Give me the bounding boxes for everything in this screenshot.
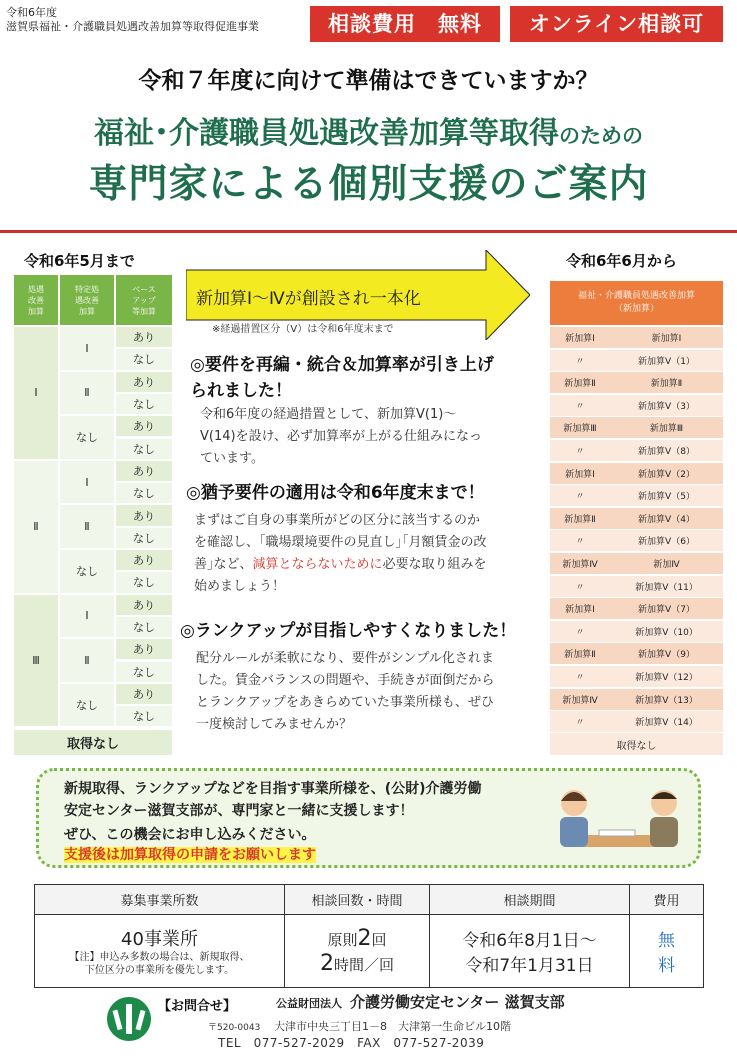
level1-label: Ⅲ [14, 595, 58, 727]
org-logo-icon [106, 996, 152, 1042]
right-table-row [550, 417, 723, 438]
level2-label: なし [60, 550, 114, 593]
level2-label: Ⅰ [60, 327, 114, 370]
transitional-note: ※経過措置区分（Ⅴ）は令和6年度末まで [212, 324, 394, 335]
right-table-row [550, 508, 723, 529]
level2-label: Ⅱ [60, 639, 114, 682]
divider [0, 230, 737, 233]
new-category: 新加算Ⅴ（11） [635, 582, 698, 593]
level2-label: Ⅱ [60, 505, 114, 548]
baseup-yes: あり [116, 416, 172, 436]
fee-cell: 無 料 [630, 915, 704, 988]
new-category: 新加算Ⅴ（12） [635, 673, 698, 684]
left-header-col1: 処遇 改善 加算 [14, 275, 60, 325]
baseup-no: なし [116, 572, 172, 592]
old-category: 新加算Ⅳ [562, 695, 598, 706]
section-grace-period [186, 480, 540, 598]
baseup-yes: あり [116, 550, 172, 570]
program-name: 滋賀県福祉・介護職員処遇改善加算等取得促進事業 [6, 20, 259, 33]
new-category: 新加算Ⅴ（2） [638, 469, 695, 480]
recruit-count-cell [35, 915, 285, 988]
recruit-note: 【注】申込み多数の場合は、新規取得、 下位区分の事業所を優先します。 [69, 952, 250, 976]
right-table-row [550, 372, 723, 393]
baseup-yes: あり [116, 372, 172, 392]
new-category: 新加算Ⅴ（9） [638, 650, 695, 661]
arrow-text: 新加算Ⅰ～Ⅳが創設され一本化 [196, 289, 421, 309]
level1-label: Ⅰ [14, 327, 58, 459]
left-table-body [14, 327, 172, 757]
section-heading: ◎ランクアップが目指しやすくなりました！ [180, 621, 517, 641]
baseup-yes: あり [116, 505, 172, 525]
support-line1: 新規取得、ランクアップなどを目指す事業所様を、(公財)介護労働 [64, 781, 482, 797]
new-category: 新加算Ⅱ [650, 379, 683, 390]
left-header-col2: 特定処 遇改善 加算 [60, 275, 116, 325]
baseup-yes: あり [116, 639, 172, 659]
right-table-row [550, 689, 723, 710]
headline-title [0, 108, 737, 152]
org-type: 公益財団法人 [276, 997, 342, 1010]
new-category: 新加算Ⅴ（3） [638, 401, 695, 412]
inquiry-label: 【お問合せ】 [158, 999, 237, 1014]
new-category: 新加算Ⅴ（6） [638, 537, 695, 548]
right-table-row [550, 553, 723, 574]
left-section-label: 令和6年5月まで [24, 252, 135, 270]
badge-online-ok: オンライン相談可 [510, 6, 723, 42]
tel-fax: TEL 077-527-2029 FAX 077-527-2039 [218, 1036, 485, 1050]
old-category: 〃 [575, 673, 585, 684]
right-section-label: 令和6年6月から [566, 252, 677, 270]
title-main: 福祉･介護職員処遇改善加算等取得 [94, 116, 559, 151]
section-rank-up [180, 618, 540, 736]
old-category: 〃 [575, 401, 585, 412]
baseup-no: なし [116, 483, 172, 503]
baseup-yes: あり [116, 684, 172, 704]
old-category: 新加算Ⅱ [564, 379, 596, 390]
new-category: 新加算Ⅴ（8） [638, 447, 695, 458]
section-body: 令和6年度の経過措置として、新加算Ⅴ(1)～ Ⅴ(14)を設け、必ず加算率が上がる仕組みになっ ています。 [200, 407, 483, 466]
new-category: 新加Ⅳ [653, 560, 680, 571]
badge-fee-free: 相談費用 無料 [310, 6, 500, 42]
section-requirements [190, 352, 540, 470]
old-category: 〃 [575, 447, 585, 458]
header-fee: 費用 [630, 885, 704, 915]
old-category: 新加算Ⅰ [565, 605, 595, 616]
old-category: 新加算Ⅰ [565, 334, 595, 345]
sessions-cell: 原則2回 2時間／回 [285, 915, 430, 988]
baseup-no: なし [116, 662, 172, 682]
old-category: 〃 [575, 537, 585, 548]
level2-label: Ⅰ [60, 595, 114, 638]
old-category: 〃 [575, 492, 585, 503]
right-table-row [550, 327, 723, 348]
old-category: 〃 [575, 582, 585, 593]
baseup-no: なし [116, 528, 172, 548]
postal-code: 〒520-0043 [208, 1023, 261, 1033]
right-table-row [550, 530, 723, 551]
right-table-row [550, 666, 723, 687]
level2-label: Ⅰ [60, 461, 114, 504]
header-recruit-count: 募集事業所数 [35, 885, 285, 915]
highlight-reduction: 減算とならないために [252, 557, 383, 572]
old-category: 〃 [575, 356, 585, 367]
old-category: 新加算Ⅱ [564, 650, 596, 661]
new-category: 新加算Ⅴ（13） [635, 695, 698, 706]
new-category: 新加算Ⅴ（10） [635, 627, 698, 638]
right-table-footer: 取得なし [550, 733, 723, 755]
baseup-no: なし [116, 349, 172, 369]
left-header-col3: ベース アップ 等加算 [132, 284, 156, 316]
new-category: 新加算Ⅴ（4） [638, 514, 695, 525]
old-category: 新加算Ⅲ [563, 424, 597, 435]
consultation-illustration [544, 775, 694, 863]
recruit-count: 40事業所 [121, 929, 198, 950]
baseup-no: なし [116, 394, 172, 414]
level2-label: なし [60, 684, 114, 727]
period-cell: 令和6年8月1日～ 令和7年1月31日 [430, 915, 630, 988]
baseup-yes: あり [116, 461, 172, 481]
right-table-header: 福祉・介護職員処遇改善加算 （新加算） [550, 281, 723, 325]
new-category: 新加算Ⅴ（7） [638, 605, 695, 616]
right-table-row [550, 711, 723, 732]
new-category: 新加算Ⅴ（14） [635, 718, 698, 729]
level2-label: なし [60, 416, 114, 459]
info-table [34, 884, 704, 988]
right-table-row [550, 395, 723, 416]
support-line4: 支援後は加算取得の申請をお願いします [64, 847, 316, 863]
old-category: 新加算Ⅳ [562, 560, 598, 571]
right-table-row [550, 576, 723, 597]
left-table-header [14, 275, 172, 325]
old-category: 〃 [575, 718, 585, 729]
section-body: 配分ルールが柔軟になり、要件がシンプル化されま した。賃金バランスの問題や、手続きが面倒だから とランクアップをあきらめていた事業所様も、ぜひ 一度検討してみませんか？ [196, 651, 495, 732]
new-category: 新加算Ⅴ（5） [638, 492, 695, 503]
support-line2: 安定センター滋賀支部が、専門家と一緒に支援します！ [64, 803, 414, 819]
header-period: 相談期間 [430, 885, 630, 915]
section-heading: ◎要件を再編・統合＆加算率が引き上げ られました！ [190, 355, 494, 401]
baseup-yes: あり [116, 327, 172, 347]
section-body: まずはご自身の事業所がどの区分に該当するのか を確認し、｢職場環境要件の見直し｣｢月額賃金の改 善｣など、減算とならないために必要な取り組みを 始めましょう！ [194, 513, 487, 594]
level1-label: Ⅱ [14, 461, 58, 593]
new-category: 新加算Ⅲ [649, 424, 684, 435]
section-heading: ◎猶予要件の適用は令和6年度末まで！ [186, 483, 485, 503]
old-category: 新加算Ⅱ [564, 514, 596, 525]
support-line3: ぜひ、この機会にお申し込みください。 [64, 827, 316, 843]
year-label: 令和6年度 [6, 6, 57, 19]
baseup-yes: あり [116, 595, 172, 615]
right-table-row [550, 350, 723, 371]
left-table-footer: 取得なし [14, 730, 172, 755]
org-name: 介護労働安定センター 滋賀支部 [350, 993, 565, 1011]
right-table-row [550, 440, 723, 461]
level2-label: Ⅱ [60, 372, 114, 415]
baseup-no: なし [116, 617, 172, 637]
right-table-row [550, 643, 723, 664]
new-category: 新加算Ⅴ（1） [638, 356, 695, 367]
new-category: 新加算Ⅰ [651, 334, 682, 345]
baseup-no: なし [116, 439, 172, 459]
title-suffix: のための [559, 124, 643, 148]
address: 大津市中央三丁目1－8 大津第一生命ビル10階 [274, 1020, 511, 1033]
right-table-row [550, 621, 723, 642]
baseup-no: なし [116, 706, 172, 726]
right-table-row [550, 485, 723, 506]
header-sessions: 相談回数・時間 [285, 885, 430, 915]
old-category: 〃 [575, 627, 585, 638]
right-table-row [550, 598, 723, 619]
headline-question: 令和７年度に向けて準備はできていますか？ [138, 68, 599, 94]
old-category: 新加算Ⅰ [565, 469, 595, 480]
right-table-row [550, 463, 723, 484]
headline-title-line2: 専門家による個別支援のご案内 [88, 162, 649, 207]
